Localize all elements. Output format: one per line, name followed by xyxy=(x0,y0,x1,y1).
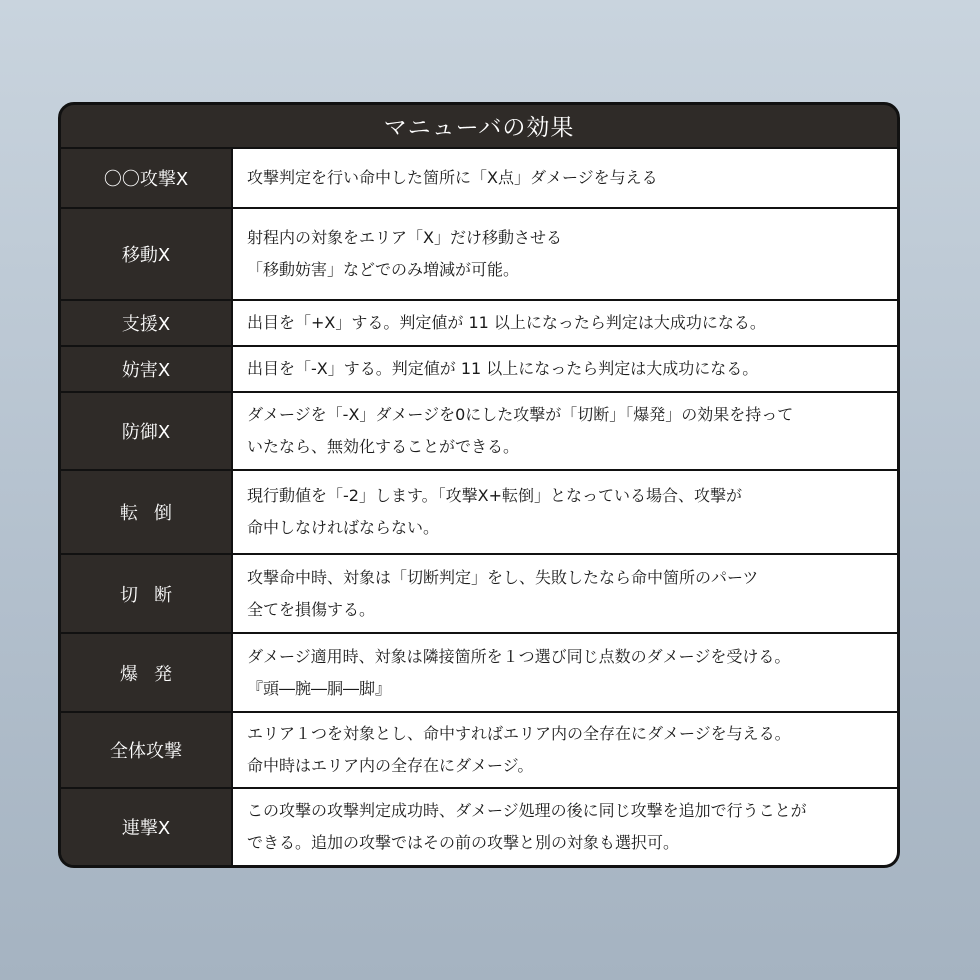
row-description: ダメージ適用時、対象は隣接箇所を１つ選び同じ点数のダメージを受ける。 『頭―腕―胴―脚』 xyxy=(233,634,897,711)
row-description: エリア１つを対象とし、命中すればエリア内の全存在にダメージを与える。 命中時はエリア内の全存在にダメージ。 xyxy=(233,713,897,787)
row-key: 切断 xyxy=(61,555,233,632)
table-row xyxy=(61,713,897,789)
table-row xyxy=(61,347,897,393)
row-description: 出目を「-X」する。判定値が 11 以上になったら判定は大成功になる。 xyxy=(233,347,897,391)
row-key: 妨害X xyxy=(61,347,233,391)
table-row xyxy=(61,393,897,471)
table-row xyxy=(61,555,897,634)
row-description: 射程内の対象をエリア「X」だけ移動させる 「移動妨害」などでのみ増減が可能。 xyxy=(233,209,897,299)
row-key: 連撃X xyxy=(61,789,233,865)
row-description: 出目を「+X」する。判定値が 11 以上になったら判定は大成功になる。 xyxy=(233,301,897,345)
row-key: 支援X xyxy=(61,301,233,345)
table-row xyxy=(61,149,897,209)
row-key: 転倒 xyxy=(61,471,233,553)
row-key: 爆発 xyxy=(61,634,233,711)
table-row xyxy=(61,789,897,865)
table-row xyxy=(61,471,897,555)
maneuver-effects-table xyxy=(58,102,900,868)
table-row xyxy=(61,301,897,347)
table-row xyxy=(61,634,897,713)
row-description: ダメージを「-X」ダメージを0にした攻撃が「切断」「爆発」の効果を持って いたなら、無効化することができる。 xyxy=(233,393,897,469)
row-key: 移動X xyxy=(61,209,233,299)
row-description: 攻撃判定を行い命中した箇所に「X点」ダメージを与える xyxy=(233,149,897,207)
row-description: この攻撃の攻撃判定成功時、ダメージ処理の後に同じ攻撃を追加で行うことが できる。追加の攻撃ではその前の攻撃と別の対象も選択可。 xyxy=(233,789,897,865)
row-key: 〇〇攻撃X xyxy=(61,149,233,207)
row-key: 防御X xyxy=(61,393,233,469)
table-title: マニューバの効果 xyxy=(61,105,897,149)
row-description: 現行動値を「-2」します。「攻撃X+転倒」となっている場合、攻撃が 命中しなければならない。 xyxy=(233,471,897,553)
row-description: 攻撃命中時、対象は「切断判定」をし、失敗したなら命中箇所のパーツ 全てを損傷する。 xyxy=(233,555,897,632)
table-row xyxy=(61,209,897,301)
row-key: 全体攻撃 xyxy=(61,713,233,787)
